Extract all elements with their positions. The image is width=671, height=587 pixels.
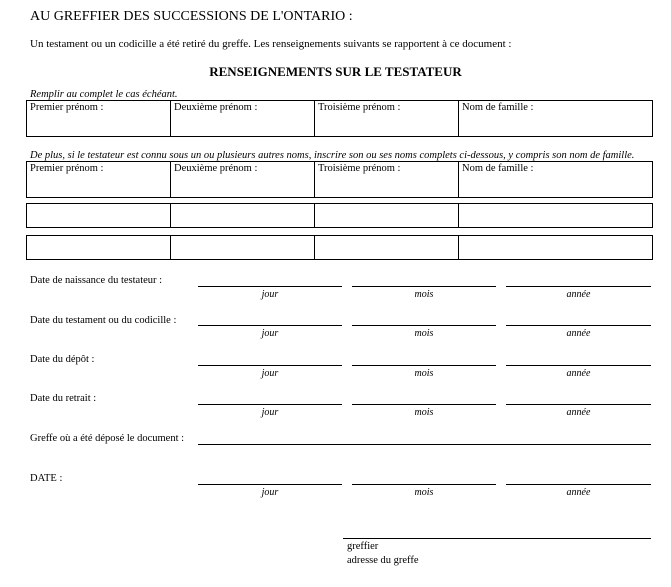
withdrawal-day-line[interactable] bbox=[198, 404, 342, 405]
deposit-month-line[interactable] bbox=[352, 365, 496, 366]
deposit-day-line[interactable] bbox=[198, 365, 342, 366]
birth-date-label: Date de naissance du testateur : bbox=[30, 275, 163, 286]
date-month-line[interactable] bbox=[352, 484, 496, 485]
withdrawal-year-line[interactable] bbox=[506, 404, 651, 405]
date-label: DATE : bbox=[30, 473, 63, 484]
second-name-field[interactable]: Deuxième prénom : bbox=[171, 101, 315, 137]
note-other-names: De plus, si le testateur est connu sous un ou plusieurs autres noms, inscrire son ou ses noms complets ci-dessous, y compris son nom de famille. bbox=[30, 150, 635, 161]
date-year-line[interactable] bbox=[506, 484, 651, 485]
birth-day-line[interactable] bbox=[198, 286, 342, 287]
alias2-third-name-field[interactable] bbox=[315, 204, 459, 228]
alias-third-name-field[interactable]: Troisième prénom : bbox=[315, 162, 459, 198]
will-month-caption: mois bbox=[414, 328, 434, 339]
alias3-second-name-field[interactable] bbox=[171, 236, 315, 260]
date-year-caption: année bbox=[566, 487, 591, 498]
withdrawal-month-caption: mois bbox=[414, 407, 434, 418]
deposit-day-caption: jour bbox=[261, 368, 279, 379]
deposit-month-caption: mois bbox=[414, 368, 434, 379]
withdrawal-month-line[interactable] bbox=[352, 404, 496, 405]
first-name-field[interactable]: Premier prénom : bbox=[27, 101, 171, 137]
date-day-line[interactable] bbox=[198, 484, 342, 485]
will-date-label: Date du testament ou du codicille : bbox=[30, 315, 177, 326]
alias3-family-name-field[interactable] bbox=[459, 236, 653, 260]
date-month-caption: mois bbox=[414, 487, 434, 498]
alias-family-name-field[interactable]: Nom de famille : bbox=[459, 162, 653, 198]
alias3-third-name-field[interactable] bbox=[315, 236, 459, 260]
withdrawal-date-label: Date du retrait : bbox=[30, 393, 97, 404]
will-day-caption: jour bbox=[261, 328, 279, 339]
will-year-caption: année bbox=[566, 328, 591, 339]
alias3-first-name-field[interactable] bbox=[27, 236, 171, 260]
alias-row-3 bbox=[26, 235, 653, 260]
third-name-field[interactable]: Troisième prénom : bbox=[315, 101, 459, 137]
alias2-family-name-field[interactable] bbox=[459, 204, 653, 228]
registry-address-caption: adresse du greffe bbox=[347, 555, 419, 566]
note-complete: Remplir au complet le cas échéant. bbox=[30, 89, 178, 100]
section-title: RENSEIGNEMENTS SUR LE TESTATEUR bbox=[209, 64, 462, 79]
testator-name-table bbox=[26, 100, 653, 137]
registry-line[interactable] bbox=[198, 444, 651, 445]
alias-first-name-field[interactable]: Premier prénom : bbox=[27, 162, 171, 198]
will-month-line[interactable] bbox=[352, 325, 496, 326]
withdrawal-day-caption: jour bbox=[261, 407, 279, 418]
deposit-year-caption: année bbox=[566, 368, 591, 379]
alias2-second-name-field[interactable] bbox=[171, 204, 315, 228]
alias-second-name-field[interactable]: Deuxième prénom : bbox=[171, 162, 315, 198]
registrar-caption: greffier bbox=[347, 541, 379, 552]
signature-line[interactable] bbox=[343, 538, 651, 539]
withdrawal-year-caption: année bbox=[566, 407, 591, 418]
form-heading: AU GREFFIER DES SUCCESSIONS DE L'ONTARIO : bbox=[30, 9, 353, 24]
date-day-caption: jour bbox=[261, 487, 279, 498]
will-day-line[interactable] bbox=[198, 325, 342, 326]
birth-year-line[interactable] bbox=[506, 286, 651, 287]
alias-name-table bbox=[26, 161, 653, 198]
registry-label: Greffe où a été déposé le document : bbox=[30, 433, 185, 444]
alias-row-2 bbox=[26, 203, 653, 228]
birth-day-caption: jour bbox=[261, 289, 279, 300]
birth-year-caption: année bbox=[566, 289, 591, 300]
family-name-field[interactable]: Nom de famille : bbox=[459, 101, 653, 137]
deposit-year-line[interactable] bbox=[506, 365, 651, 366]
will-year-line[interactable] bbox=[506, 325, 651, 326]
alias2-first-name-field[interactable] bbox=[27, 204, 171, 228]
birth-month-line[interactable] bbox=[352, 286, 496, 287]
intro-text: Un testament ou un codicille a été retiré du greffe. Les renseignements suivants se rapportent à ce document : bbox=[30, 38, 512, 50]
deposit-date-label: Date du dépôt : bbox=[30, 354, 95, 365]
birth-month-caption: mois bbox=[414, 289, 434, 300]
